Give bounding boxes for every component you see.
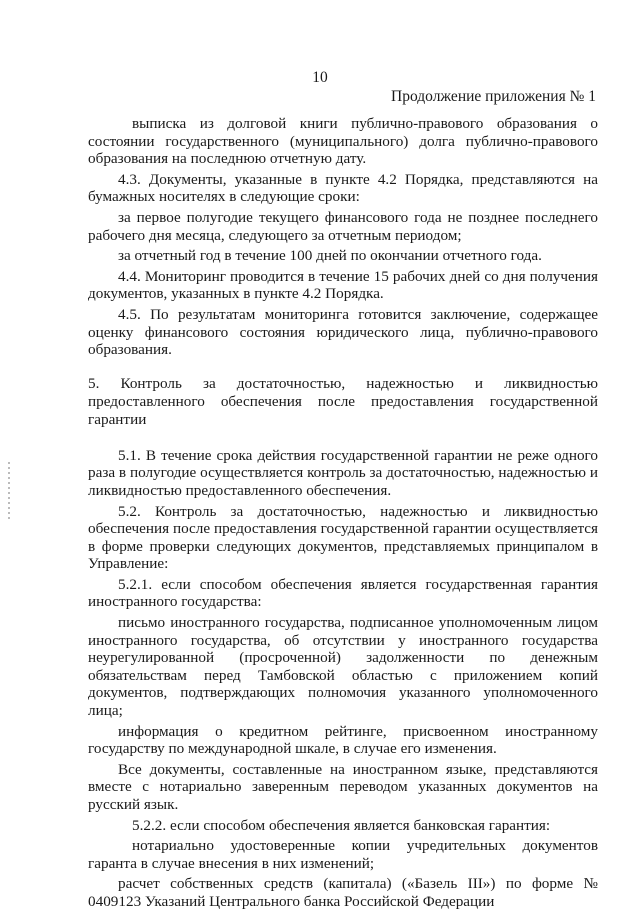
page-number: 10 <box>312 69 328 86</box>
document-body <box>88 115 598 914</box>
paragraph: 4.5. По результатам мониторинга готовится заключение, содержащее оценку финансового состояния юридического лица, публично-правового образования. <box>88 305 598 359</box>
paragraph: 4.4. Мониторинг проводится в течение 15 рабочих дней со дня получения документов, указанных в пункте 4.2 Порядка. <box>88 267 598 303</box>
paragraph: 5.2.2. если способом обеспечения является банковская гарантия: <box>132 816 551 834</box>
paragraph: 4.3. Документы, указанные в пункте 4.2 Порядка, представляются на бумажных носителях в следующие сроки: <box>88 170 598 206</box>
paragraph: выписка из долговой книги публично-правового образования о состоянии государственного (муниципального) долга публично-правового образования на последнюю отчетную дату. <box>88 115 598 168</box>
paragraph: Все документы, составленные на иностранном языке, представляются вместе с нотариально заверенным переводом указанных документов на русский язык. <box>88 760 598 813</box>
scan-margin-mark <box>8 462 10 522</box>
appendix-label: Продолжение приложения № 1 <box>391 88 596 105</box>
paragraph: письмо иностранного государства, подписанное уполномоченным лицом иностранного государства, об отсутствии у иностранного государства неурегулированной (просроченной) задолженности по денежным обязательствам перед Тамбовской областью с приложением копий документов, подтверждающих полномочия указанного уполномоченного лица; <box>88 614 598 720</box>
paragraph: 5.2.1. если способом обеспечения является государственная гарантия иностранного государства: <box>88 575 598 611</box>
paragraph: за первое полугодие текущего финансового года не позднее последнего рабочего дня месяца, следующего за отчетным периодом; <box>88 208 598 244</box>
paragraph: информация о кредитном рейтинге, присвоенном иностранному государству по международной шкале, в случае его изменения. <box>88 722 598 758</box>
paragraph: за отчетный год в течение 100 дней по окончании отчетного года. <box>118 247 542 265</box>
paragraph: расчет собственных средств (капитала) («Базель III») по форме № 0409123 Указаний Центрального банка Российской Федерации <box>88 875 598 910</box>
paragraph: нотариально удостоверенные копии учредительных документов гаранта в случае внесения в них изменений; <box>88 837 598 872</box>
section-title: 5. Контроль за достаточностью, надежностью и ликвидностью предоставленного обеспечения после предоставления государственной гарантии <box>88 374 598 428</box>
paragraph: 5.2. Контроль за достаточностью, надежностью и ликвидностью обеспечения после предоставления государственной гарантии осуществляется в форме проверки следующих документов, представляемых принципалом в Управление: <box>88 502 598 573</box>
paragraph: 5.1. В течение срока действия государственной гарантии не реже одного раза в полугодие осуществляется контроль за достаточностью, надежностью и ликвидностью предоставленного обеспечения. <box>88 446 598 499</box>
